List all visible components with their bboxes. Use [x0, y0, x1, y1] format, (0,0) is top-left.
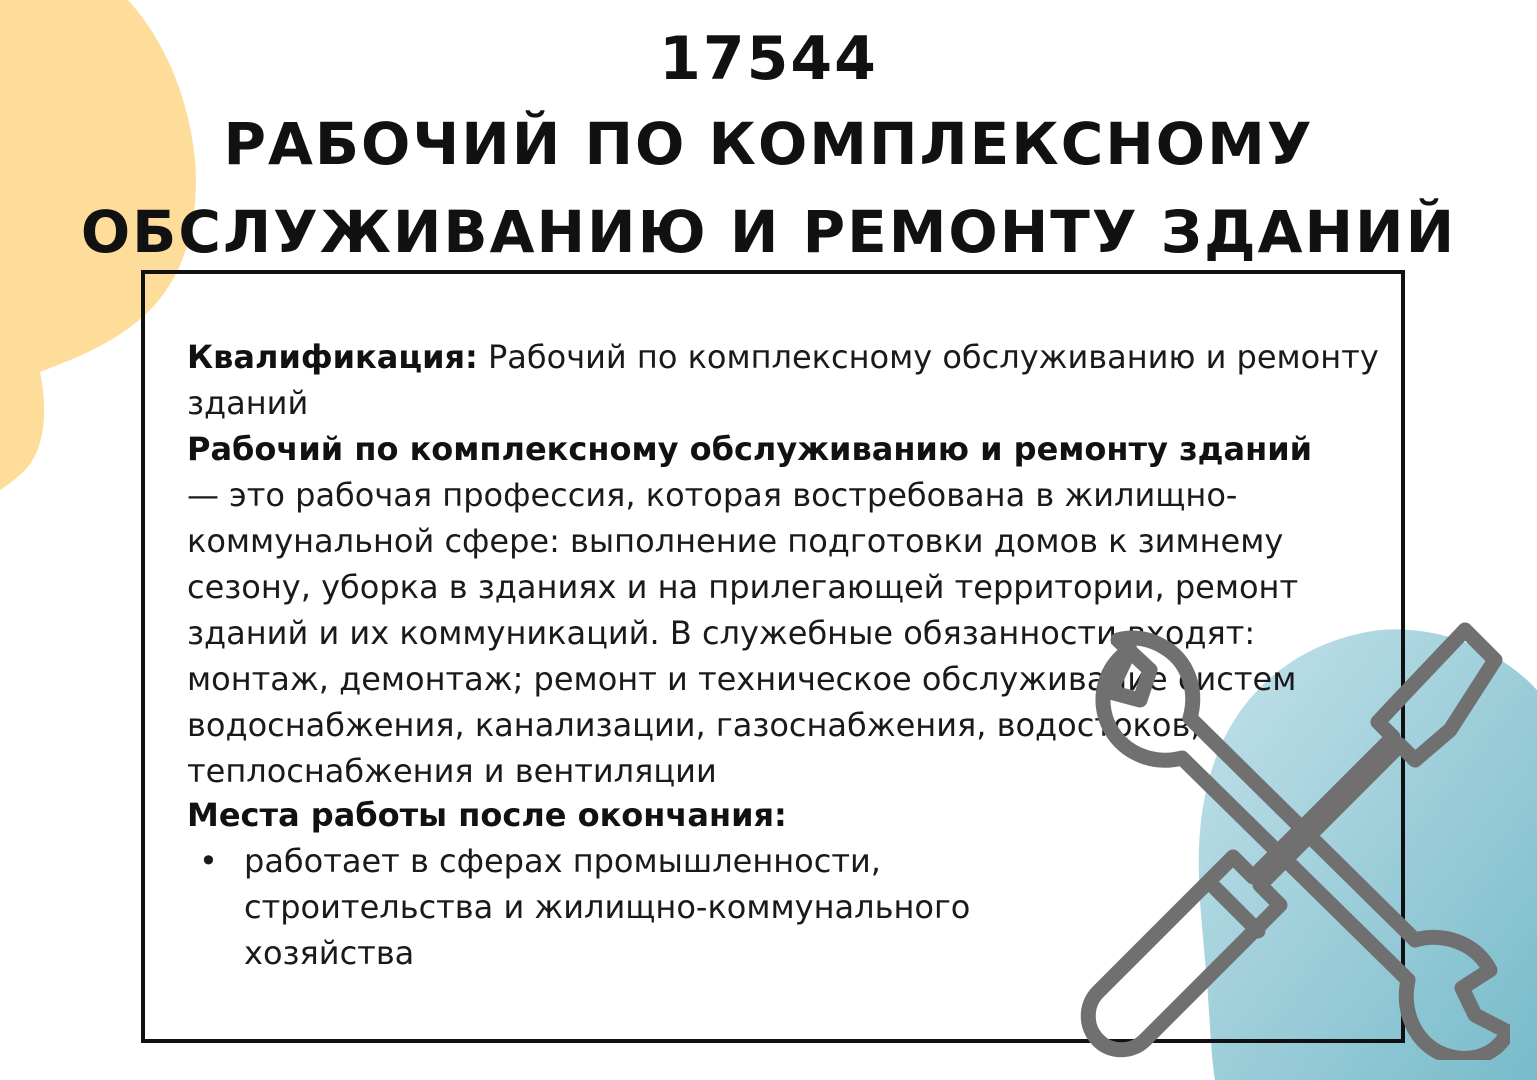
qualification-value: Рабочий по комплексному обслуживанию и ремонту зданий — [187, 338, 1379, 422]
description-text: — это рабочая профессия, которая востребована в жилищно-коммунальной сфере: выполнение подготовки домов к зимнему сезону, уборка в зданиях и на прилегающей территории, ремонт зданий и их коммуникаций. В служебные обязанности входят: монтаж, демонтаж; ремонт и техническое обслуживание систем водоснабжения, канализации, газоснабжения, водостоков, теплоснабжения и вентиляции — [187, 476, 1299, 790]
list-item-text: работает в сферах промышленности, строительства и жилищно-коммунального хозяйства — [244, 842, 971, 972]
bullet-icon: • — [199, 842, 218, 880]
workplaces-heading: Места работы после окончания: — [187, 796, 787, 834]
wrench-screwdriver-icon — [1070, 620, 1510, 1060]
list-item — [187, 838, 984, 976]
page-title — [0, 22, 1537, 276]
title-line-2: ОБСЛУЖИВАНИЮ И РЕМОНТУ ЗДАНИЙ — [80, 198, 1457, 266]
qualification-label: Квалификация: — [187, 338, 478, 376]
qualification-paragraph — [187, 334, 1417, 426]
title-line-1: РАБОЧИЙ ПО КОМПЛЕКСНОМУ — [223, 110, 1314, 178]
screwdriver-band — [1215, 888, 1258, 931]
profession-code: 17544 — [659, 24, 878, 94]
description-term: Рабочий по комплексному обслуживанию и ремонту зданий — [187, 430, 1313, 468]
